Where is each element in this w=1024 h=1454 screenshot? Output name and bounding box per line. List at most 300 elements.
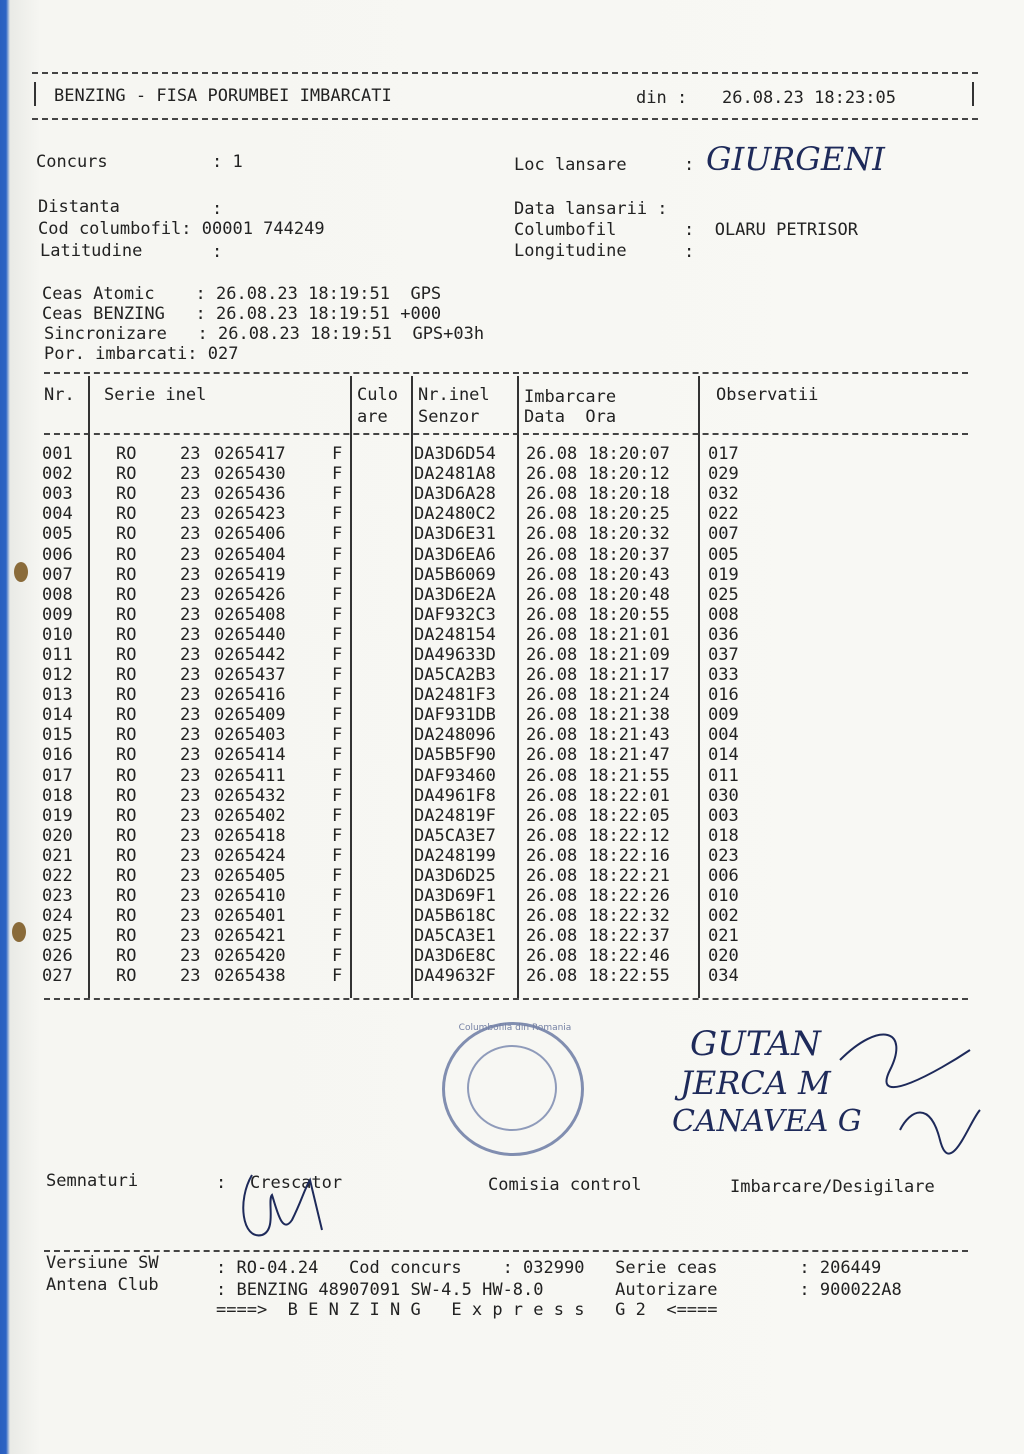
row-time: 18:21:38 [588,705,670,726]
punch-hole [12,922,26,942]
row-nr: 024 [42,906,73,927]
row-color [354,926,412,946]
row-observation: 014 [708,745,739,766]
row-observation: 029 [708,464,739,485]
row-nr: 004 [42,504,73,525]
row-observation: 005 [708,544,739,565]
row-ring-number: 0265417 [214,444,286,465]
row-time: 18:20:12 [588,464,670,485]
row-sensor: DA49632F [414,966,496,987]
concurs-label: Concurs [36,152,108,172]
ceas-benzing: Ceas BENZING : 26.08.23 18:19:51 +000 [42,304,442,324]
longitudine-sep: : [684,242,695,262]
row-color [354,966,412,986]
row-year: 23 [180,825,201,846]
row-sensor: DAF93460 [414,765,496,786]
signature-name-3: CANAVEA G [672,1104,862,1139]
row-ring-number: 0265410 [214,886,286,907]
row-nr: 022 [42,866,73,887]
col-serie-inel: Serie inel [104,385,207,405]
row-sex: F [332,845,343,866]
row-observation: 006 [708,866,739,887]
table-row [42,705,768,725]
row-observation: 023 [708,845,739,866]
row-sex: F [332,906,343,927]
col-data-ora: Data Ora [524,407,617,427]
columbofil-value: : OLARU PETRISOR [684,220,858,240]
row-country: RO [116,866,137,887]
row-year: 23 [180,444,201,465]
row-color [354,444,412,464]
row-nr: 012 [42,665,73,686]
row-observation: 020 [708,946,739,967]
row-nr: 011 [42,644,73,665]
row-country: RO [116,705,137,726]
row-year: 23 [180,805,201,826]
table-row [42,826,768,846]
row-color [354,544,412,564]
row-sensor: DA5CA3E1 [414,926,496,947]
table-row [42,786,768,806]
row-sensor: DA5B6069 [414,564,496,585]
row-year: 23 [180,785,201,806]
row-time: 18:22:05 [588,805,670,826]
row-ring-number: 0265421 [214,926,286,947]
row-observation: 037 [708,644,739,665]
row-country: RO [116,584,137,605]
row-sex: F [332,705,343,726]
row-sex: F [332,564,343,585]
row-color [354,766,412,786]
row-ring-number: 0265416 [214,685,286,706]
row-nr: 019 [42,805,73,826]
row-color [354,625,412,645]
row-ring-number: 0265436 [214,484,286,505]
table-bottom-border [44,998,968,1000]
row-sensor: DA248096 [414,725,496,746]
data-lansarii-label: Data lansarii : [514,199,668,219]
row-nr: 027 [42,966,73,987]
row-color [354,605,412,625]
row-observation: 033 [708,665,739,686]
row-ring-number: 0265440 [214,624,286,645]
sincronizare: Sincronizare : 26.08.23 18:19:51 GPS+03h [44,324,485,344]
row-sex: F [332,644,343,665]
print-datetime: 26.08.23 18:23:05 [722,88,896,108]
row-time: 18:22:46 [588,946,670,967]
row-sex: F [332,866,343,887]
row-country: RO [116,906,137,927]
row-ring-number: 0265420 [214,946,286,967]
row-nr: 009 [42,604,73,625]
row-sex: F [332,785,343,806]
row-sex: F [332,444,343,465]
imbarcare-desigilare-label: Imbarcare/Desigilare [730,1177,935,1197]
row-ring-number: 0265438 [214,966,286,987]
row-country: RO [116,926,137,947]
signature-name-1: GUTAN [690,1024,821,1064]
row-year: 23 [180,524,201,545]
row-ring-number: 0265404 [214,544,286,565]
row-sex: F [332,484,343,505]
din-label: din : [636,88,688,108]
row-observation: 016 [708,685,739,706]
row-country: RO [116,765,137,786]
row-color [354,585,412,605]
table-header-divider [44,433,968,435]
row-ring-number: 0265409 [214,705,286,726]
row-ring-number: 0265442 [214,644,286,665]
crescator-signature [232,1160,342,1250]
row-sensor: DA3D6E31 [414,524,496,545]
row-nr: 016 [42,745,73,766]
row-time: 18:22:37 [588,926,670,947]
table-row [42,665,768,685]
row-country: RO [116,604,137,625]
columbofil-label: Columbofil [514,220,617,240]
table-row [42,906,768,926]
row-sex: F [332,805,343,826]
row-sensor: DA5CA3E7 [414,825,496,846]
ceas-atomic: Ceas Atomic : 26.08.23 18:19:51 GPS [42,284,442,304]
cod-columbofil: Cod columbofil: 00001 744249 [38,219,325,239]
col-nr-inel: Nr.inel [418,385,490,405]
row-country: RO [116,504,137,525]
row-nr: 001 [42,444,73,465]
row-observation: 025 [708,584,739,605]
row-ring-number: 0265402 [214,805,286,826]
table-row [42,966,768,986]
row-sensor: DA2481A8 [414,464,496,485]
row-observation: 036 [708,624,739,645]
comisia-control-label: Comisia control [488,1175,642,1195]
row-year: 23 [180,906,201,927]
row-observation: 010 [708,886,739,907]
row-time: 18:21:43 [588,725,670,746]
row-observation: 018 [708,825,739,846]
row-year: 23 [180,504,201,525]
row-nr: 002 [42,464,73,485]
row-color [354,846,412,866]
row-nr: 021 [42,845,73,866]
footer-line-3: ====> B E N Z I N G E x p r e s s G 2 <==== [216,1300,718,1320]
table-row [42,464,768,484]
row-time: 18:20:55 [588,604,670,625]
row-nr: 023 [42,886,73,907]
semnaturi-label: Semnaturi [46,1171,139,1191]
row-date: 26.08 [526,604,578,625]
col-culoare-1: Culo [357,385,398,405]
loc-lansare-handwritten: GIURGENI [706,140,885,178]
row-country: RO [116,825,137,846]
row-color [354,645,412,665]
row-time: 18:21:01 [588,624,670,645]
stamp-text: Columbofila din Romania [458,1023,572,1033]
row-date: 26.08 [526,926,578,947]
row-nr: 017 [42,765,73,786]
row-nr: 018 [42,785,73,806]
row-sensor: DA5CA2B3 [414,665,496,686]
row-year: 23 [180,604,201,625]
row-ring-number: 0265408 [214,604,286,625]
row-nr: 008 [42,584,73,605]
row-observation: 002 [708,906,739,927]
row-nr: 025 [42,926,73,947]
latitudine-sep: : [212,242,223,262]
row-color [354,504,412,524]
row-date: 26.08 [526,624,578,645]
row-country: RO [116,805,137,826]
row-nr: 020 [42,825,73,846]
row-observation: 030 [708,785,739,806]
row-year: 23 [180,946,201,967]
row-year: 23 [180,685,201,706]
row-sensor: DA5B5F90 [414,745,496,766]
row-date: 26.08 [526,765,578,786]
row-date: 26.08 [526,946,578,967]
row-date: 26.08 [526,705,578,726]
table-row [42,846,768,866]
table-row [42,946,768,966]
row-sensor: DA2481F3 [414,685,496,706]
row-date: 26.08 [526,745,578,766]
table-row [42,585,768,605]
row-ring-number: 0265432 [214,785,286,806]
signature-name-2: JERCA M [680,1064,831,1102]
header-bottom-border [32,118,978,120]
row-country: RO [116,644,137,665]
row-nr: 003 [42,484,73,505]
row-ring-number: 0265405 [214,866,286,887]
row-country: RO [116,544,137,565]
row-sex: F [332,825,343,846]
row-sensor: DA4961F8 [414,785,496,806]
concurs-value: : 1 [212,152,243,172]
row-date: 26.08 [526,886,578,907]
loc-lansare-sep: : [684,155,695,175]
row-year: 23 [180,845,201,866]
row-year: 23 [180,725,201,746]
row-country: RO [116,665,137,686]
row-country: RO [116,966,137,987]
row-sex: F [332,665,343,686]
row-color [354,464,412,484]
row-ring-number: 0265423 [214,504,286,525]
table-row [42,745,768,765]
row-country: RO [116,524,137,545]
row-country: RO [116,745,137,766]
row-ring-number: 0265414 [214,745,286,766]
row-nr: 007 [42,564,73,585]
row-year: 23 [180,886,201,907]
row-date: 26.08 [526,665,578,686]
row-nr: 015 [42,725,73,746]
row-sensor: DAF931DB [414,705,496,726]
latitudine-label: Latitudine [40,241,143,261]
row-color [354,745,412,765]
header-top-border [32,72,978,74]
row-date: 26.08 [526,564,578,585]
row-country: RO [116,484,137,505]
row-nr: 013 [42,685,73,706]
row-date: 26.08 [526,825,578,846]
row-observation: 019 [708,564,739,585]
row-color [354,906,412,926]
row-sensor: DA2480C2 [414,504,496,525]
row-time: 18:22:16 [588,845,670,866]
row-nr: 010 [42,624,73,645]
col-culoare-2: are [357,407,388,427]
row-year: 23 [180,484,201,505]
row-date: 26.08 [526,484,578,505]
table-row [42,926,768,946]
row-color [354,946,412,966]
table-row [42,504,768,524]
row-sensor: DA3D6D25 [414,866,496,887]
row-time: 18:22:26 [588,886,670,907]
row-sex: F [332,926,343,947]
row-year: 23 [180,644,201,665]
row-color [354,565,412,585]
row-ring-number: 0265401 [214,906,286,927]
row-nr: 026 [42,946,73,967]
row-ring-number: 0265424 [214,845,286,866]
table-row [42,484,768,504]
row-sex: F [332,966,343,987]
row-country: RO [116,725,137,746]
row-year: 23 [180,665,201,686]
table-row [42,806,768,826]
row-country: RO [116,685,137,706]
row-ring-number: 0265430 [214,464,286,485]
row-sex: F [332,544,343,565]
header-left-border [34,82,36,106]
row-sex: F [332,725,343,746]
row-sensor: DA248199 [414,845,496,866]
footer-top-border [44,1250,968,1252]
col-observatii: Observatii [716,385,819,405]
table-top-border [44,372,968,374]
row-time: 18:22:12 [588,825,670,846]
row-color [354,806,412,826]
row-observation: 008 [708,604,739,625]
row-country: RO [116,886,137,907]
row-color [354,665,412,685]
row-sensor: DA3D69F1 [414,886,496,907]
row-color [354,886,412,906]
commission-scribble [820,1010,990,1180]
table-row [42,625,768,645]
row-time: 18:20:32 [588,524,670,545]
row-color [354,524,412,544]
row-sex: F [332,765,343,786]
row-sex: F [332,524,343,545]
row-time: 18:22:01 [588,785,670,806]
row-year: 23 [180,745,201,766]
crescator-label: Crescator [250,1173,343,1193]
row-year: 23 [180,966,201,987]
porumbei-imbarcati: Por. imbarcati: 027 [44,344,239,364]
row-time: 18:21:24 [588,685,670,706]
row-time: 18:22:32 [588,906,670,927]
row-year: 23 [180,866,201,887]
row-color [354,705,412,725]
table-row [42,544,768,564]
row-date: 26.08 [526,906,578,927]
row-date: 26.08 [526,584,578,605]
table-row [42,685,768,705]
row-ring-number: 0265403 [214,725,286,746]
table-row [42,725,768,745]
row-date: 26.08 [526,845,578,866]
row-observation: 021 [708,926,739,947]
document-title: BENZING - FISA PORUMBEI IMBARCATI [54,86,392,106]
row-time: 18:20:43 [588,564,670,585]
table-row [42,866,768,886]
row-sex: F [332,464,343,485]
table-row [42,605,768,625]
row-ring-number: 0265419 [214,564,286,585]
row-country: RO [116,946,137,967]
row-nr: 006 [42,544,73,565]
col-nr: Nr. [44,385,75,405]
row-date: 26.08 [526,544,578,565]
distanta-label: Distanta [38,197,120,217]
row-observation: 009 [708,705,739,726]
stamp-inner-ring [467,1045,557,1131]
row-time: 18:22:21 [588,866,670,887]
row-year: 23 [180,624,201,645]
row-year: 23 [180,584,201,605]
col-senzor: Senzor [418,407,480,427]
col-imbarcare: Imbarcare [524,387,617,407]
row-year: 23 [180,564,201,585]
row-observation: 032 [708,484,739,505]
row-sex: F [332,745,343,766]
row-sensor: DA3D6E2A [414,584,496,605]
row-observation: 022 [708,504,739,525]
row-time: 18:22:55 [588,966,670,987]
row-time: 18:21:55 [588,765,670,786]
row-country: RO [116,564,137,585]
row-observation: 004 [708,725,739,746]
row-time: 18:20:48 [588,584,670,605]
row-sensor: DA5B618C [414,906,496,927]
footer-line-2: : BENZING 48907091 SW-4.5 HW-8.0 Autorizare : 900022A8 [216,1280,902,1300]
row-color [354,826,412,846]
row-observation: 011 [708,765,739,786]
row-nr: 005 [42,524,73,545]
row-time: 18:21:09 [588,644,670,665]
row-color [354,866,412,886]
row-date: 26.08 [526,644,578,665]
row-color [354,484,412,504]
row-date: 26.08 [526,444,578,465]
row-country: RO [116,624,137,645]
row-date: 26.08 [526,504,578,525]
row-country: RO [116,464,137,485]
row-date: 26.08 [526,685,578,706]
row-year: 23 [180,926,201,947]
row-observation: 003 [708,805,739,826]
row-nr: 014 [42,705,73,726]
row-ring-number: 0265411 [214,765,286,786]
row-sex: F [332,504,343,525]
row-time: 18:21:47 [588,745,670,766]
row-year: 23 [180,765,201,786]
table-row [42,565,768,585]
row-ring-number: 0265406 [214,524,286,545]
